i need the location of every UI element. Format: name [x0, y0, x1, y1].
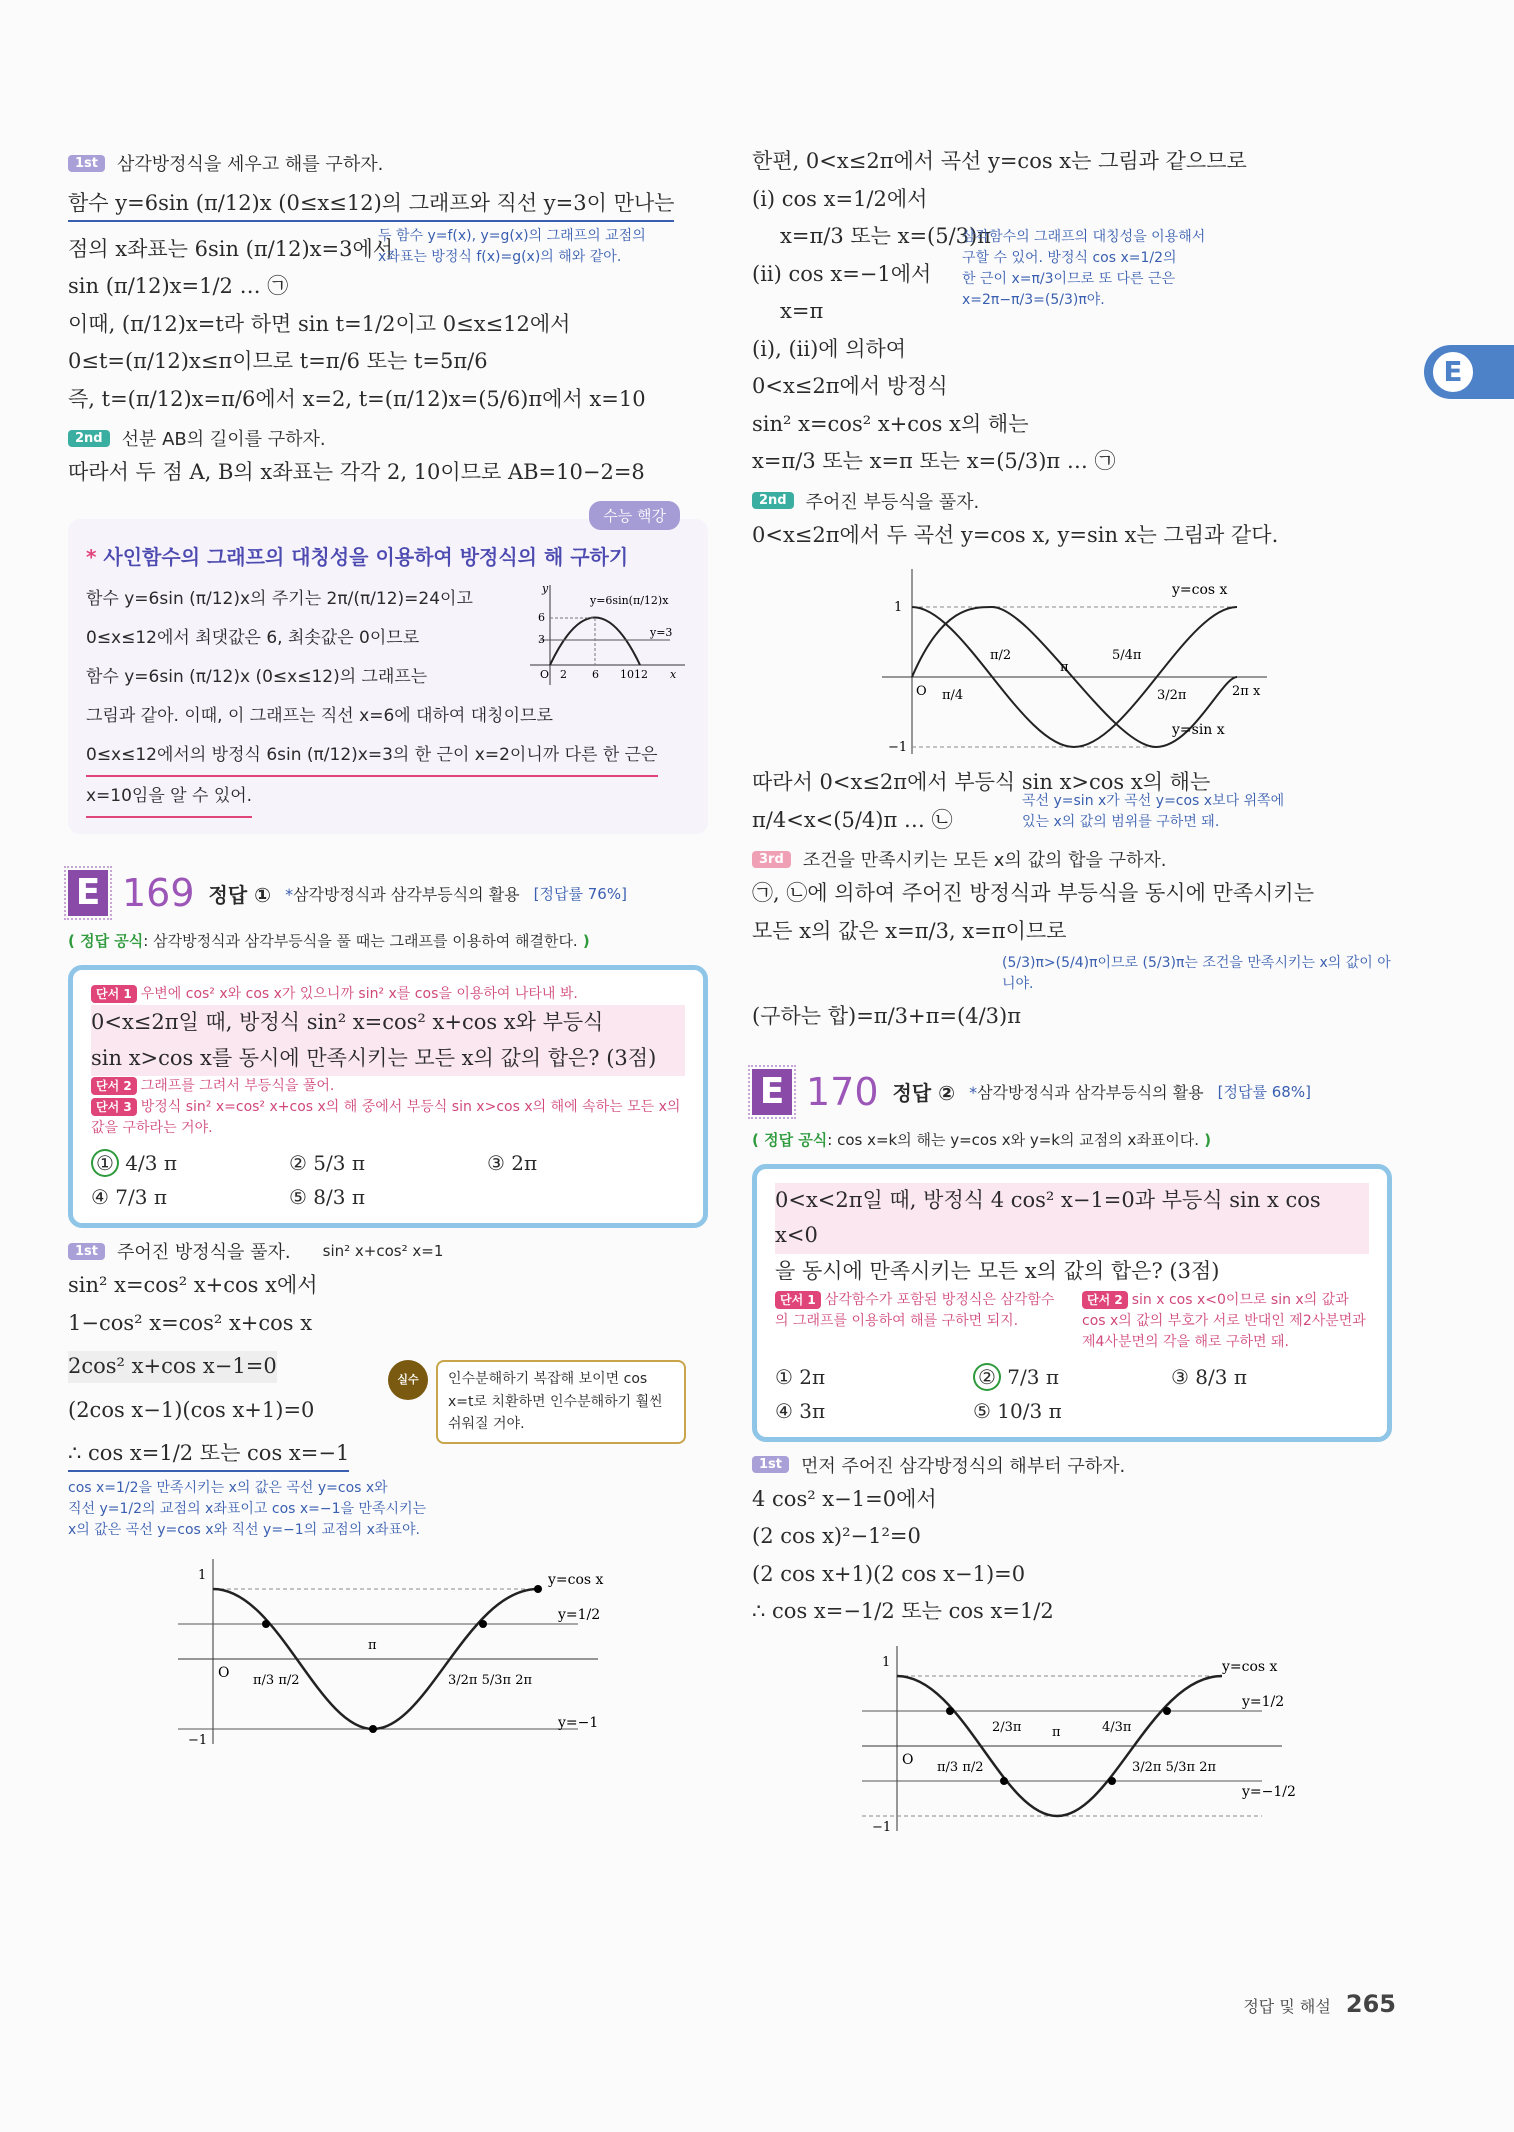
formula: ( 정답 공식: 삼각방정식과 삼각부등식을 풀 때는 그래프를 이용하여 해결한다. ) [68, 932, 590, 951]
svg-text:3/2π 5/3π 2π: 3/2π 5/3π 2π [448, 1672, 533, 1688]
svg-text:−1: −1 [888, 740, 908, 755]
svg-text:2/3π: 2/3π [992, 1719, 1022, 1735]
svg-text:2π x: 2π x [1232, 684, 1261, 699]
side-note: 두 함수 y=f(x), y=g(x)의 그래프의 교점의 x좌표는 방정식 f(x)=g(x)의 해와 같아. [378, 227, 646, 265]
svg-text:1: 1 [882, 1654, 891, 1670]
solution-line: 0≤t=(π/12)x≤π이므로 t=π/6 또는 t=5π/6 [68, 349, 488, 373]
choice-4[interactable]: ④ 3π [775, 1398, 826, 1423]
solution-line: 2cos² x+cos x−1=0 [68, 1351, 277, 1383]
left-column [68, 140, 708, 1757]
choice-3[interactable]: ③ 8/3 π [1171, 1364, 1247, 1389]
tip-tag: 수능 핵강 [589, 501, 680, 530]
sine-graph [520, 580, 690, 690]
svg-text:−1: −1 [188, 1732, 208, 1748]
solution-line: 4 cos² x−1=0에서 [752, 1486, 937, 1511]
solution-line: x=π [780, 299, 824, 323]
choices [91, 1151, 685, 1209]
svg-text:5/4π: 5/4π [1112, 648, 1142, 663]
svg-text:y=3: y=3 [650, 625, 673, 639]
formula: ( 정답 공식: cos x=k의 해는 y=cos x와 y=k의 교점의 x좌표이다. ) [752, 1130, 1212, 1149]
svg-text:y=−1: y=−1 [558, 1714, 599, 1731]
choice-2[interactable]: ② 7/3 π [973, 1365, 1171, 1389]
svg-text:4/3π: 4/3π [1102, 1719, 1132, 1735]
solution-line: sin (π/12)x=1/2 … ㉠ [68, 274, 289, 298]
solution-line: (ii) cos x=−1에서 [752, 261, 932, 286]
footer-label: 정답 및 해설 [1243, 1997, 1331, 2016]
solution-line: x=π/3 또는 x=π 또는 x=(5/3)π … ㉠ [752, 449, 1116, 473]
step-2: 2nd 주어진 부등식을 풀자. [752, 488, 1392, 514]
svg-text:π/2: π/2 [990, 648, 1012, 663]
choice-1[interactable]: ① 2π [775, 1364, 826, 1389]
svg-text:3: 3 [538, 632, 545, 646]
solution-line: 모든 x의 값은 x=π/3, x=π이므로 [752, 918, 1067, 943]
svg-text:y=6sin(π/12)x: y=6sin(π/12)x [590, 593, 669, 607]
sol-step-1: 1st 주어진 방정식을 풀자. sin² x+cos² x=1 [68, 1238, 708, 1264]
choice-4[interactable]: ④ 7/3 π [91, 1185, 167, 1210]
question-box-170: 0<x<2π일 때, 방정식 4 cos² x−1=0과 부등식 sin x cos x<0 을 동시에 만족시키는 모든 x의 값의 합은? (3점) 단서 1 삼각함수가 포함된 방정식은 삼각함수의 그래프를 이용하여 해를 구하면 되지. 단서 2 sin x cos x<0이므로 sin x의 값과 cos x의 값의 부호가 서로 반대인 제2사분면과 제4사분면의 각을 해로 구하면 돼. ① 2π ② 7/3 π ③ 8/3 π ④ 3π ⑤ 10/3 π [752, 1164, 1392, 1442]
svg-text:O: O [916, 684, 927, 699]
choice-2[interactable]: ② 5/3 π [289, 1151, 365, 1176]
choice-1[interactable]: ① 4/3 π [91, 1151, 289, 1175]
solution-line: 0<x≤2π에서 두 곡선 y=cos x, y=sin x는 그림과 같다. [752, 522, 1279, 547]
solution-line: 점의 x좌표는 6sin (π/12)x=3에서 [68, 236, 394, 261]
topic: *삼각방정식과 삼각부등식의 활용 [285, 884, 520, 904]
solution-line: (i), (ii)에 의하여 [752, 336, 907, 361]
solution-line: ∴ cos x=1/2 또는 cos x=−1 [68, 1438, 349, 1472]
solution-line: x=π/3 또는 x=(5/3)π [780, 224, 992, 248]
problem-letter: E [68, 870, 108, 916]
cos-graph [158, 1549, 618, 1749]
svg-text:y: y [542, 581, 549, 595]
step-title: 선분 AB의 길이를 구하자. [121, 429, 326, 450]
question-box-169: 단서 1 우변에 cos² x와 cos x가 있으니까 sin² x를 cos을 이용하여 나타내 봐. 0<x≤2π일 때, 방정식 sin² x=cos² x+cos x와 부등식 sin x>cos x를 동시에 만족시키는 모든 x의 값의 합은? (3점) 단서 2 그래프를 그려서 부등식을 풀어. 단서 3 방정식 sin² x=cos² x+cos x의 해 중에서 부등식 sin x>cos x의 해에 속하는 모든 x의 값을 구하라는 거야. ① 4/3 π ② 5/3 π ③ 2π ④ 7/3 π ⑤ 8/3 π [68, 965, 708, 1228]
step-badge: 1st [68, 155, 105, 172]
solution-line: 즉, t=(π/12)x=π/6에서 x=2, t=(π/12)x=(5/6)π에서 x=10 [68, 386, 646, 411]
solution-line: 따라서 0<x≤2π에서 부등식 sin x>cos x의 해는 [752, 770, 1211, 794]
step-3: 3rd 조건을 만족시키는 모든 x의 값의 합을 구하자. [752, 846, 1392, 872]
svg-text:O: O [902, 1751, 914, 1768]
solution-line: (2cos x−1)(cos x+1)=0 [68, 1397, 315, 1422]
solution-line: 1−cos² x=cos² x+cos x [68, 1310, 313, 1335]
solution-line: sin² x=cos² x+cos x의 해는 [752, 411, 1029, 436]
problem-170-header: E 170 정답 ② *삼각방정식과 삼각부등식의 활용 [정답률 68%] [752, 1069, 1392, 1115]
side-note: (5/3)π>(5/4)π이므로 (5/3)π는 조건을 만족시키는 x의 값이 아니야. [1002, 955, 1391, 992]
problem-169-header [68, 870, 708, 916]
solution-line: (구하는 합)=π/3+π=(4/3)π [752, 1004, 1022, 1028]
choice-5[interactable]: ⑤ 8/3 π [289, 1185, 365, 1210]
svg-text:y=1/2: y=1/2 [1242, 1693, 1285, 1710]
svg-text:6: 6 [538, 610, 545, 624]
step-badge: 2nd [68, 430, 110, 447]
solution-line: 이때, (π/12)x=t라 하면 sin t=1/2이고 0≤x≤12에서 [68, 311, 571, 336]
svg-text:y=−1/2: y=−1/2 [1242, 1783, 1296, 1800]
svg-text:π: π [1052, 1724, 1061, 1740]
solution-line: ㉠, ㉡에 의하여 주어진 방정식과 부등식을 동시에 만족시키는 [752, 881, 1314, 905]
step-2 [68, 425, 708, 451]
sol-step-1: 1st 먼저 주어진 삼각방정식의 해부터 구하자. [752, 1452, 1392, 1478]
chapter-tab[interactable] [1424, 345, 1514, 399]
svg-text:1: 1 [198, 1567, 207, 1583]
step-title: 삼각방정식을 세우고 해를 구하자. [117, 154, 384, 175]
tip-box [68, 506, 708, 835]
svg-text:−1: −1 [872, 1819, 892, 1835]
svg-text:O: O [218, 1664, 230, 1681]
chapter-letter: E [1430, 349, 1476, 395]
svg-text:π/3 π/2: π/3 π/2 [937, 1759, 984, 1775]
svg-text:1012: 1012 [620, 667, 648, 681]
side-note: 삼각함수의 그래프의 대칭성을 이용해서 구할 수 있어. 방정식 cos x=1/2의 한 근이 x=π/3이므로 또 다른 근은 x=2π−π/3=(5/3)π야. [962, 229, 1206, 308]
svg-text:2: 2 [560, 667, 567, 681]
solution-line: sin² x=cos² x+cos x에서 [68, 1273, 318, 1298]
identity-note: sin² x+cos² x=1 [322, 1242, 444, 1261]
svg-text:1: 1 [894, 600, 903, 615]
sin-cos-graph [872, 559, 1272, 759]
solution-line: 따라서 두 점 A, B의 x좌표는 각각 2, 10이므로 AB=10−2=8 [68, 460, 645, 484]
svg-text:3/2π 5/3π 2π: 3/2π 5/3π 2π [1132, 1759, 1217, 1775]
solution-line: ∴ cos x=−1/2 또는 cos x=1/2 [752, 1599, 1054, 1624]
tip-title: * 사인함수의 그래프의 대칭성을 이용하여 방정식의 해 구하기 [86, 544, 629, 569]
svg-text:O: O [540, 667, 550, 681]
solution-line: 0<x≤2π에서 방정식 [752, 374, 948, 398]
right-column [752, 140, 1392, 1844]
problem-number: 169 [122, 871, 195, 916]
mistake-icon: 실수 [388, 1360, 428, 1400]
svg-text:y=1/2: y=1/2 [558, 1606, 601, 1623]
solution-line: π/4<x<(5/4)π … ㉡ [752, 807, 953, 832]
solution-line: (2 cos x)²−1²=0 [752, 1524, 921, 1549]
solution-line: (i) cos x=1/2에서 [752, 186, 928, 211]
side-note: cos x=1/2을 만족시키는 x의 값은 곡선 y=cos x와 직선 y=1/2의 교점의 x좌표이고 cos x=−1을 만족시키는 x의 값은 곡선 y=cos x와 직선 y=−1의 교점의 x좌표야. [68, 1479, 427, 1538]
svg-text:6: 6 [592, 667, 599, 681]
solution-line: 함수 y=6sin (π/12)x (0≤x≤12)의 그래프와 직선 y=3이 만나는 [68, 188, 674, 222]
svg-text:y=cos x: y=cos x [1222, 1658, 1278, 1675]
page-footer [1243, 1990, 1396, 2018]
choice-3[interactable]: ③ 2π [487, 1151, 538, 1176]
svg-text:3/2π: 3/2π [1157, 688, 1187, 703]
svg-text:π: π [368, 1637, 377, 1653]
mistake-callout: 실수 인수분해하기 복잡해 보이면 cos x=t로 치환하면 인수분해하기 훨씬 쉬워질 거야. [388, 1360, 686, 1443]
side-note: 곡선 y=sin x가 곡선 y=cos x보다 위쪽에 있는 x의 값의 범위를 구하면 돼. [1022, 792, 1285, 830]
answer: 정답 ① [208, 882, 272, 907]
svg-text:x: x [670, 667, 677, 681]
choice-5[interactable]: ⑤ 10/3 π [973, 1398, 1062, 1423]
question-text: 0<x<2π일 때, 방정식 4 cos² x−1=0과 부등식 sin x cos x<0 을 동시에 만족시키는 모든 x의 값의 합은? (3점) [775, 1183, 1369, 1290]
svg-text:π: π [1060, 660, 1069, 675]
solution-line: (2 cos x+1)(2 cos x−1)=0 [752, 1561, 1026, 1586]
svg-text:y=cos x: y=cos x [1172, 582, 1228, 598]
question-text: 0<x≤2π일 때, 방정식 sin² x=cos² x+cos x와 부등식 sin x>cos x를 동시에 만족시키는 모든 x의 값의 합은? (3점) [91, 1005, 685, 1076]
svg-text:y=sin x: y=sin x [1172, 722, 1225, 738]
page-number: 265 [1345, 1990, 1396, 2018]
step-1 [68, 150, 708, 176]
choices [775, 1365, 1369, 1423]
svg-text:y=cos x: y=cos x [548, 1571, 604, 1588]
svg-text:π/4: π/4 [942, 688, 964, 703]
correct-rate: [정답률 76%] [533, 884, 627, 903]
tip-body: 함수 y=6sin (π/12)x의 주기는 2π/(π/12)=24이고 0≤x≤12에서 최댓값은 6, 최솟값은 0이므로 함수 y=6sin (π/12)x (0≤x≤12)의 그래프는 그림과 같아. 이때, 이 그래프는 직선 x=6에 대하여 대칭이므로 0≤x≤12에서의 방정식 6sin (π/12)x=3의 한 근이 x=2이니까 다른 한 근은 x=10임을 알 수 있어. [86, 580, 690, 819]
svg-text:π/3 π/2: π/3 π/2 [253, 1672, 300, 1688]
cos-graph-2 [842, 1636, 1302, 1836]
solution-line: 한편, 0<x≤2π에서 곡선 y=cos x는 그림과 같으므로 [752, 149, 1247, 173]
